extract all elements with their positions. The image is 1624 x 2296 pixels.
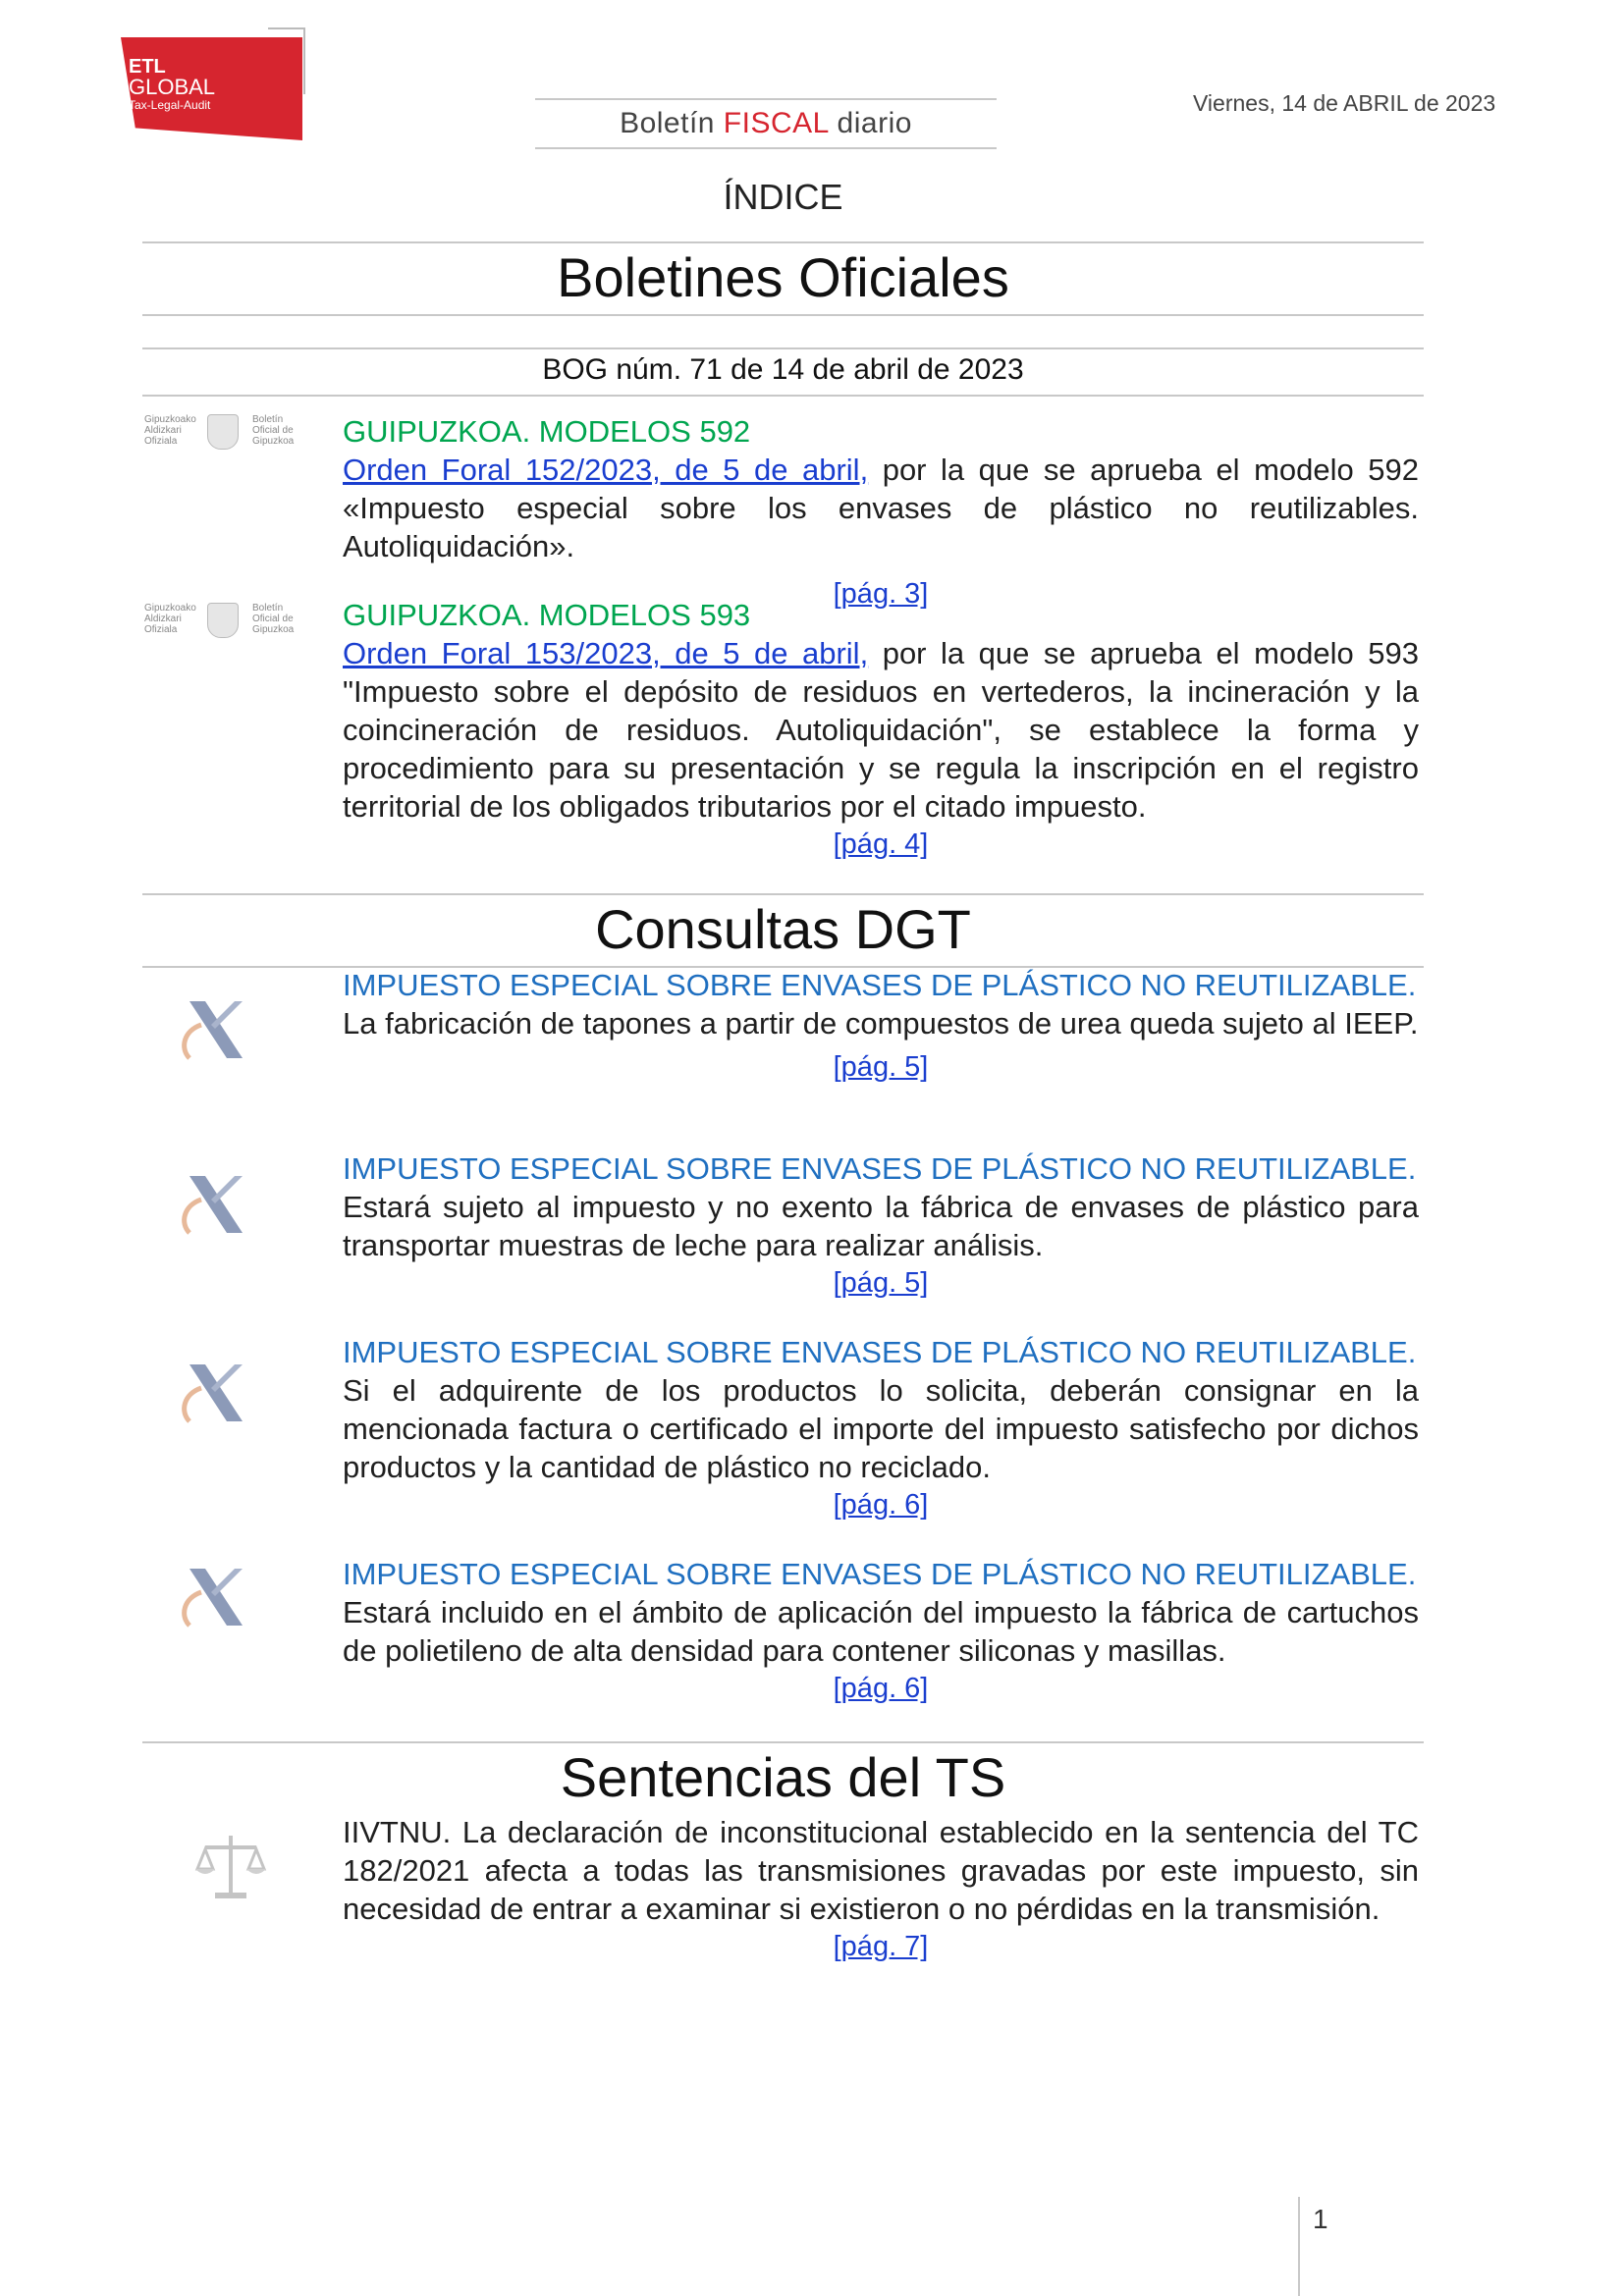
section-title-sentencias: Sentencias del TS: [560, 1746, 1006, 1808]
divider: [142, 395, 1424, 397]
gip-left1: Gipuzkoako: [144, 414, 196, 425]
gip-right1: Boletín: [252, 414, 284, 425]
consulta-entry: [343, 1333, 1419, 1524]
scale-of-justice-icon: [191, 1826, 270, 1904]
sentencia-entry: [343, 1813, 1419, 1966]
bulletin-entry: [343, 412, 1419, 614]
logo-sub: Tax-Legal-Audit: [129, 98, 211, 112]
page-number: 1: [1313, 2204, 1328, 2234]
entry-text: La fabricación de tapones a partir de compuestos de urea queda sujeto al IEEP.: [343, 1006, 1419, 1041]
gip-left2: Aldizkari: [144, 425, 182, 436]
entry-text: por la que se aprueba el modelo 593 "Impuesto sobre el depósito de residuos en vertederos, la incineración y la coincineración de residuos. Autoliquidación", se establece la forma y procedimiento para su presentación y se regula la inscripción en el registro territorial de los obligados tributarios por el citado impuesto.: [343, 636, 1419, 824]
logo-text: [129, 57, 215, 112]
page-link[interactable]: [pág. 5]: [833, 1267, 929, 1299]
entry-text: Si el adquirente de los productos lo solicita, deberán consignar en la mencionada factura o certificado el importe del impuesto satisfecho por dichos productos y la cantidad de plástico no reciclado.: [343, 1373, 1419, 1484]
entry-heading: IMPUESTO ESPECIAL SOBRE ENVASES DE PLÁSTICO NO REUTILIZABLE.: [343, 968, 1417, 1002]
section-title-boletines: Boletines Oficiales: [557, 246, 1009, 308]
page-link[interactable]: [pág. 6]: [833, 1673, 929, 1704]
tax-agency-logo-icon: [172, 989, 250, 1068]
header-date: Viernes, 14 de ABRIL de 2023: [1193, 90, 1496, 116]
header-suffix: diario: [828, 107, 912, 139]
logo-etl: ETL: [129, 56, 166, 78]
entry-text: por la que se aprueba el modelo 592 «Impuesto especial sobre los envases de plástico no reutilizables. Autoliquidación».: [343, 453, 1419, 563]
divider: [142, 241, 1424, 243]
gip-right3: Gipuzkoa: [252, 436, 295, 447]
gipuzkoa-shield-icon: [207, 414, 239, 450]
page-link[interactable]: [pág. 7]: [833, 1931, 929, 1962]
entry-heading: IMPUESTO ESPECIAL SOBRE ENVASES DE PLÁSTICO NO REUTILIZABLE.: [343, 1151, 1417, 1186]
entry-heading: IMPUESTO ESPECIAL SOBRE ENVASES DE PLÁSTICO NO REUTILIZABLE.: [343, 1335, 1417, 1369]
header-title: [535, 100, 997, 147]
entry-text: Estará sujeto al impuesto y no exento la fábrica de envases de plástico para transportar muestras de leche para realizar análisis.: [343, 1190, 1419, 1262]
tax-agency-logo-icon: [172, 1164, 250, 1243]
page-link[interactable]: [pág. 4]: [833, 828, 929, 860]
tax-agency-logo-icon: [172, 1353, 250, 1431]
gip-left3: Ofiziala: [144, 436, 178, 447]
page-link[interactable]: [pág. 5]: [833, 1051, 929, 1083]
consulta-entry: [343, 1149, 1419, 1303]
page-link[interactable]: [pág. 3]: [833, 578, 929, 610]
gip-left1: Gipuzkoako: [144, 603, 196, 614]
divider: [142, 347, 1424, 349]
entry-heading: IIVTNU.: [343, 1815, 452, 1849]
page-number-divider: [1298, 2197, 1300, 2296]
header-title-box: [535, 98, 997, 149]
entry-heading: IMPUESTO ESPECIAL SOBRE ENVASES DE PLÁSTICO NO REUTILIZABLE.: [343, 1557, 1417, 1591]
entry-heading: GUIPUZKOA. MODELOS 592: [343, 414, 751, 449]
entry-text: Estará incluido en el ámbito de aplicación del impuesto la fábrica de cartuchos de polietileno de alta densidad para contener siliconas y masillas.: [343, 1595, 1419, 1668]
gip-right1: Boletín: [252, 603, 284, 614]
gip-left3: Ofiziala: [144, 624, 178, 635]
header-fiscal: FISCAL: [723, 107, 829, 139]
logo-global: GLOBAL: [129, 75, 216, 99]
divider: [142, 893, 1424, 895]
gip-left2: Aldizkari: [144, 614, 182, 624]
orden-foral-link[interactable]: Orden Foral 153/2023, de 5 de abril,: [343, 636, 869, 670]
bulletin-entry: [343, 596, 1419, 864]
tax-agency-logo-icon: [172, 1557, 250, 1635]
gipuzkoa-bulletin-logo: [142, 601, 304, 640]
gip-right2: Oficial de: [252, 425, 294, 436]
consulta-entry: [343, 966, 1419, 1087]
header-prefix: Boletín: [620, 107, 724, 139]
bog-subtitle: BOG núm. 71 de 14 de abril de 2023: [542, 353, 1024, 386]
entry-text: La declaración de inconstitucional establecido en la sentencia del TC 182/2021 afecta a todas las transmisiones gravadas por este impuesto, sin necesidad de entrar a examinar si existieron o no pérdidas en la transmisión.: [343, 1815, 1419, 1926]
entry-heading: GUIPUZKOA. MODELOS 593: [343, 598, 751, 632]
gip-right2: Oficial de: [252, 614, 294, 624]
section-title-consultas: Consultas DGT: [595, 898, 971, 960]
gip-right3: Gipuzkoa: [252, 624, 295, 635]
orden-foral-link[interactable]: Orden Foral 152/2023, de 5 de abril,: [343, 453, 869, 487]
index-title: ÍNDICE: [723, 177, 843, 217]
divider: [142, 314, 1424, 316]
etl-global-logo: [121, 27, 307, 145]
page-link[interactable]: [pág. 6]: [833, 1489, 929, 1521]
gipuzkoa-bulletin-logo: [142, 412, 304, 452]
consulta-entry: [343, 1555, 1419, 1708]
divider: [142, 1741, 1424, 1743]
gipuzkoa-shield-icon: [207, 603, 239, 638]
